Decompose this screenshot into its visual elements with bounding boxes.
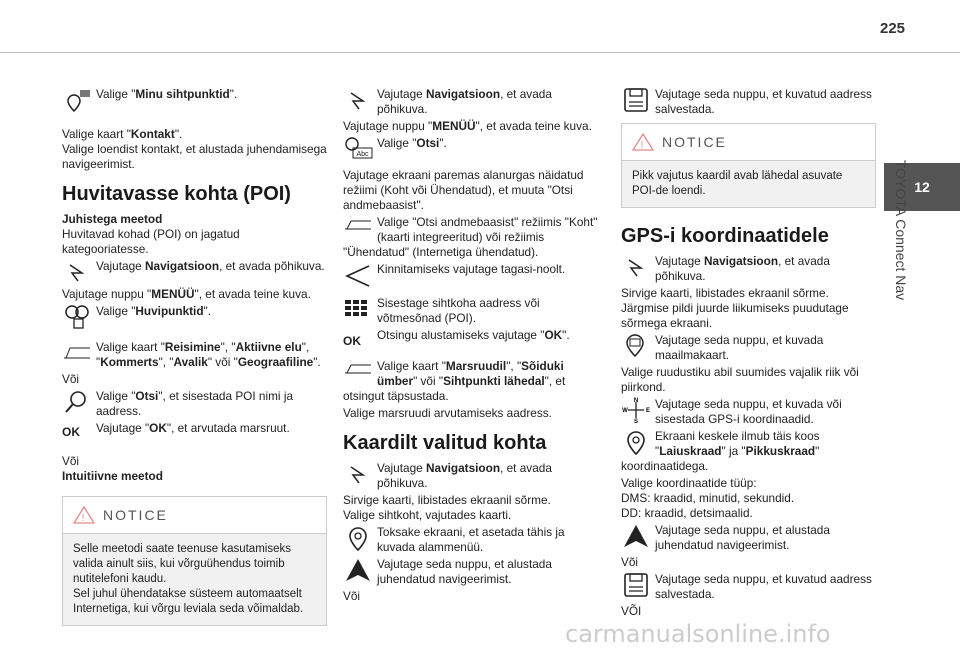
text-my-destinations: Valige "Minu sihtpunktid". xyxy=(96,87,238,101)
map-pin-icon xyxy=(621,429,651,455)
ok-icon: OK xyxy=(343,334,361,348)
compass-icon xyxy=(621,397,651,423)
coords-row: Ekraani keskele ilmub täis koos "Laiuskraad" ja "Pikkuskraad" koordinaatidega. xyxy=(621,429,820,473)
route-row: Valige kaart "Marsruudil", "Sõiduki ümber" või "Sihtpunkti lähedal", et otsingut täpsustada. xyxy=(343,359,566,403)
nav-row-3: Vajutage Navigatsioon, et avada põhikuva. xyxy=(343,461,605,491)
start-nav-row-2: Vajutage seda nuppu, et alustada juhendatud navigeerimist. xyxy=(621,523,876,553)
pin-row: Toksake ekraani, et asetada tähis ja kuvada alammenüü. xyxy=(343,525,605,555)
heading-poi: Huvitavasse kohta (POI) xyxy=(62,183,291,205)
svg-text:!: ! xyxy=(640,140,646,151)
text-poi-categories: Huvitavad kohad (POI) on jagatud kategooriatesse. xyxy=(62,227,240,256)
save-row: Vajutage seda nuppu, et kuvatud aadress salvestada. xyxy=(621,87,876,117)
back-row: Kinnitamiseks vajutage tagasi-noolt. xyxy=(343,262,605,288)
text-menu: Vajutage nuppu "MENÜÜ", et avada teine kuva. xyxy=(62,287,311,301)
svg-text:Abc: Abc xyxy=(356,151,369,158)
heading-gps: GPS-i koordinaatidele xyxy=(621,225,829,247)
search-row: Valige "Otsi", et sisestada POI nimi ja aadress. xyxy=(62,389,327,419)
column-3: Vajutage seda nuppu, et kuvatud aadress salvestada. ! NOTICE Pikk vajutus kaardil avab lähedal asuvate POI-de loendi. GPS-i koordinaatidele Vajutage Navigatsioon, et avada põhikuva. Sirvige kaarti, libistades ekraanil sõrme. Järgmise pildi juurde liikumiseks puudutage sõrmega ekraani. Vajutage seda nuppu, et kuvada maailmakaart. Valige ruudustiku abil suumides vajalik riik või piirkond. N W E S Vajutage seda nuppu, et kuvada või sisestada GPS-i koordinaadid. Ekraani keskele ilmub täis koos "Laiuskraad" ja "Pikkuskraad" koordinaatidega. Valige koordinaatide tüüp: DMS: kraadid, minutid, sekundid. DD: kraadid, detsimaalid. Vajutage seda nuppu, et alustada juhendatud navigeerimist. Või Vajutage seda nuppu, et kuvatud aadress salvestada. VÕI xyxy=(621,85,876,619)
save-icon xyxy=(621,572,651,598)
svg-text:S: S xyxy=(633,419,639,423)
navigation-triangle-icon xyxy=(343,557,373,583)
ok-icon: OK xyxy=(62,425,80,439)
column-1 xyxy=(62,85,327,626)
back-arrow-icon xyxy=(343,262,373,288)
world-map-row: Vajutage seda nuppu, et kuvada maailmakaart. xyxy=(621,333,876,363)
save-row-2: Vajutage seda nuppu, et kuvatud aadress salvestada. xyxy=(621,572,876,602)
text-contact: Valige kaart "Kontakt". xyxy=(62,127,183,141)
ok-row: OK Vajutage "OK", et arvutada marsruut. xyxy=(62,421,290,439)
nav-row-2: Vajutage Navigatsioon, et avada põhikuva. xyxy=(343,87,605,117)
tab-card-icon xyxy=(62,340,92,366)
heading-map-point: Kaardilt valitud kohta xyxy=(343,432,547,454)
warning-icon xyxy=(632,133,654,151)
poi-row: Valige "Huvipunktid". xyxy=(62,304,327,330)
subheading-guided: Juhistega meetod xyxy=(62,212,163,226)
page-number: 225 xyxy=(880,20,906,37)
notice-text: Selle meetodi saate teenuse kasutamiseks valida ainult siis, kui võrguühendus toimib nutitelefoni kaudu. Sel juhul ühendatakse süsteem automaatselt Internetiga, kui võrgu leviala seda võimaldab. xyxy=(73,543,304,615)
poi-search-icon xyxy=(62,304,92,330)
navigation-arrow-icon xyxy=(621,254,651,280)
navigation-arrow-icon xyxy=(343,461,373,487)
navigation-triangle-icon xyxy=(621,523,651,549)
svg-text:E: E xyxy=(645,408,651,414)
header-divider xyxy=(0,52,960,53)
tab-card-icon xyxy=(343,215,373,241)
compass-row: N W E S Vajutage seda nuppu, et kuvada või sisestada GPS-i koordinaadid. xyxy=(622,397,842,426)
chapter-title: TOYOTA Connect Nav xyxy=(893,159,909,301)
my-destinations-icon xyxy=(62,87,92,113)
mode-row: Valige "Otsi andmebaasist" režiimis "Koht" (kaarti integreeritud) või režiimis "Ühendatud" (Internetiga ühendatud). xyxy=(343,215,598,259)
text-choose-contact: Valige loendist kontakt, et alustada juhendamisega navigeerimist. xyxy=(62,142,327,171)
world-map-icon xyxy=(621,333,651,359)
keyboard-icon xyxy=(343,296,373,322)
warning-icon xyxy=(73,506,95,524)
text-or: Või xyxy=(62,372,80,386)
svg-text:N: N xyxy=(633,398,639,404)
nav-row: Vajutage Navigatsioon, et avada põhikuva. xyxy=(62,259,327,285)
text-or-2: Või xyxy=(62,454,80,468)
navigation-arrow-icon xyxy=(62,259,92,285)
start-nav-row: Vajutage seda nuppu, et alustada juhendatud navigeerimist. xyxy=(343,557,605,587)
notice-text: Pikk vajutus kaardil avab lähedal asuvate POI-de loendi. xyxy=(632,170,843,197)
column-2: Vajutage Navigatsioon, et avada põhikuva. Vajutage nuppu "MENÜÜ", et avada teine kuva. Abc Valige "Otsi". Vajutage ekraani paremas alanurgas näidatud režiimi (Koht või Ühendatud), et muuta "Otsi andmebaasist". Valige "Otsi andmebaasist" režiimis "Koht" (kaarti integreeritud) või režiimis "Ühendatud" (Internetiga ühendatud). Kinnitamiseks vajutage tagasi-noolt. Sisestage sihtkoha aadress või võtmesõnad (POI). OK Otsingu alustamiseks vajutage "OK". Valige kaart "Marsruudil", "Sõiduki ümber" või "Sihtpunkti lähedal", et otsingut täpsustada. Valige marsruudi arvutamiseks aadress. Kaardilt valitud kohta Vajutage Navigatsioon, et avada põhikuva. Sirvige kaarti, libistades ekraanil sõrme. Valige sihtkoht, vajutades kaarti. Toksake ekraani, et asetada tähis ja kuvada alammenüü. Vajutage seda nuppu, et alustada juhendatud navigeerimist. Või xyxy=(343,85,605,604)
svg-text:!: ! xyxy=(81,513,87,524)
keyboard-row: Sisestage sihtkoha aadress või võtmesõnad (POI). xyxy=(343,296,605,326)
search-icon xyxy=(62,389,92,415)
navigation-arrow-icon xyxy=(343,87,373,113)
nav-row-4: Vajutage Navigatsioon, et avada põhikuva. xyxy=(621,254,876,284)
ok-row-2: OK Otsingu alustamiseks vajutage "OK". xyxy=(343,328,570,348)
map-pin-icon xyxy=(343,525,373,551)
search-abc-row: Abc Valige "Otsi". xyxy=(343,136,605,162)
subheading-intuitive: Intuitiivne meetod xyxy=(62,469,163,483)
watermark: carmanualsonline.info xyxy=(565,620,831,648)
svg-text:W: W xyxy=(622,408,628,414)
tab-card-icon xyxy=(343,359,373,385)
category-row: Valige kaart "Reisimine", "Aktiivne elu", "Kommerts", "Avalik" või "Geograafiline". xyxy=(62,340,327,370)
notice-title: NOTICE xyxy=(103,506,168,523)
my-destinations-row xyxy=(62,87,327,113)
save-icon xyxy=(621,87,651,113)
search-keyboard-icon xyxy=(343,136,373,162)
notice-box xyxy=(62,496,327,626)
notice-title: NOTICE xyxy=(662,133,727,150)
chapter-tab[interactable]: 12 xyxy=(884,163,960,211)
notice-box-2 xyxy=(621,123,876,208)
